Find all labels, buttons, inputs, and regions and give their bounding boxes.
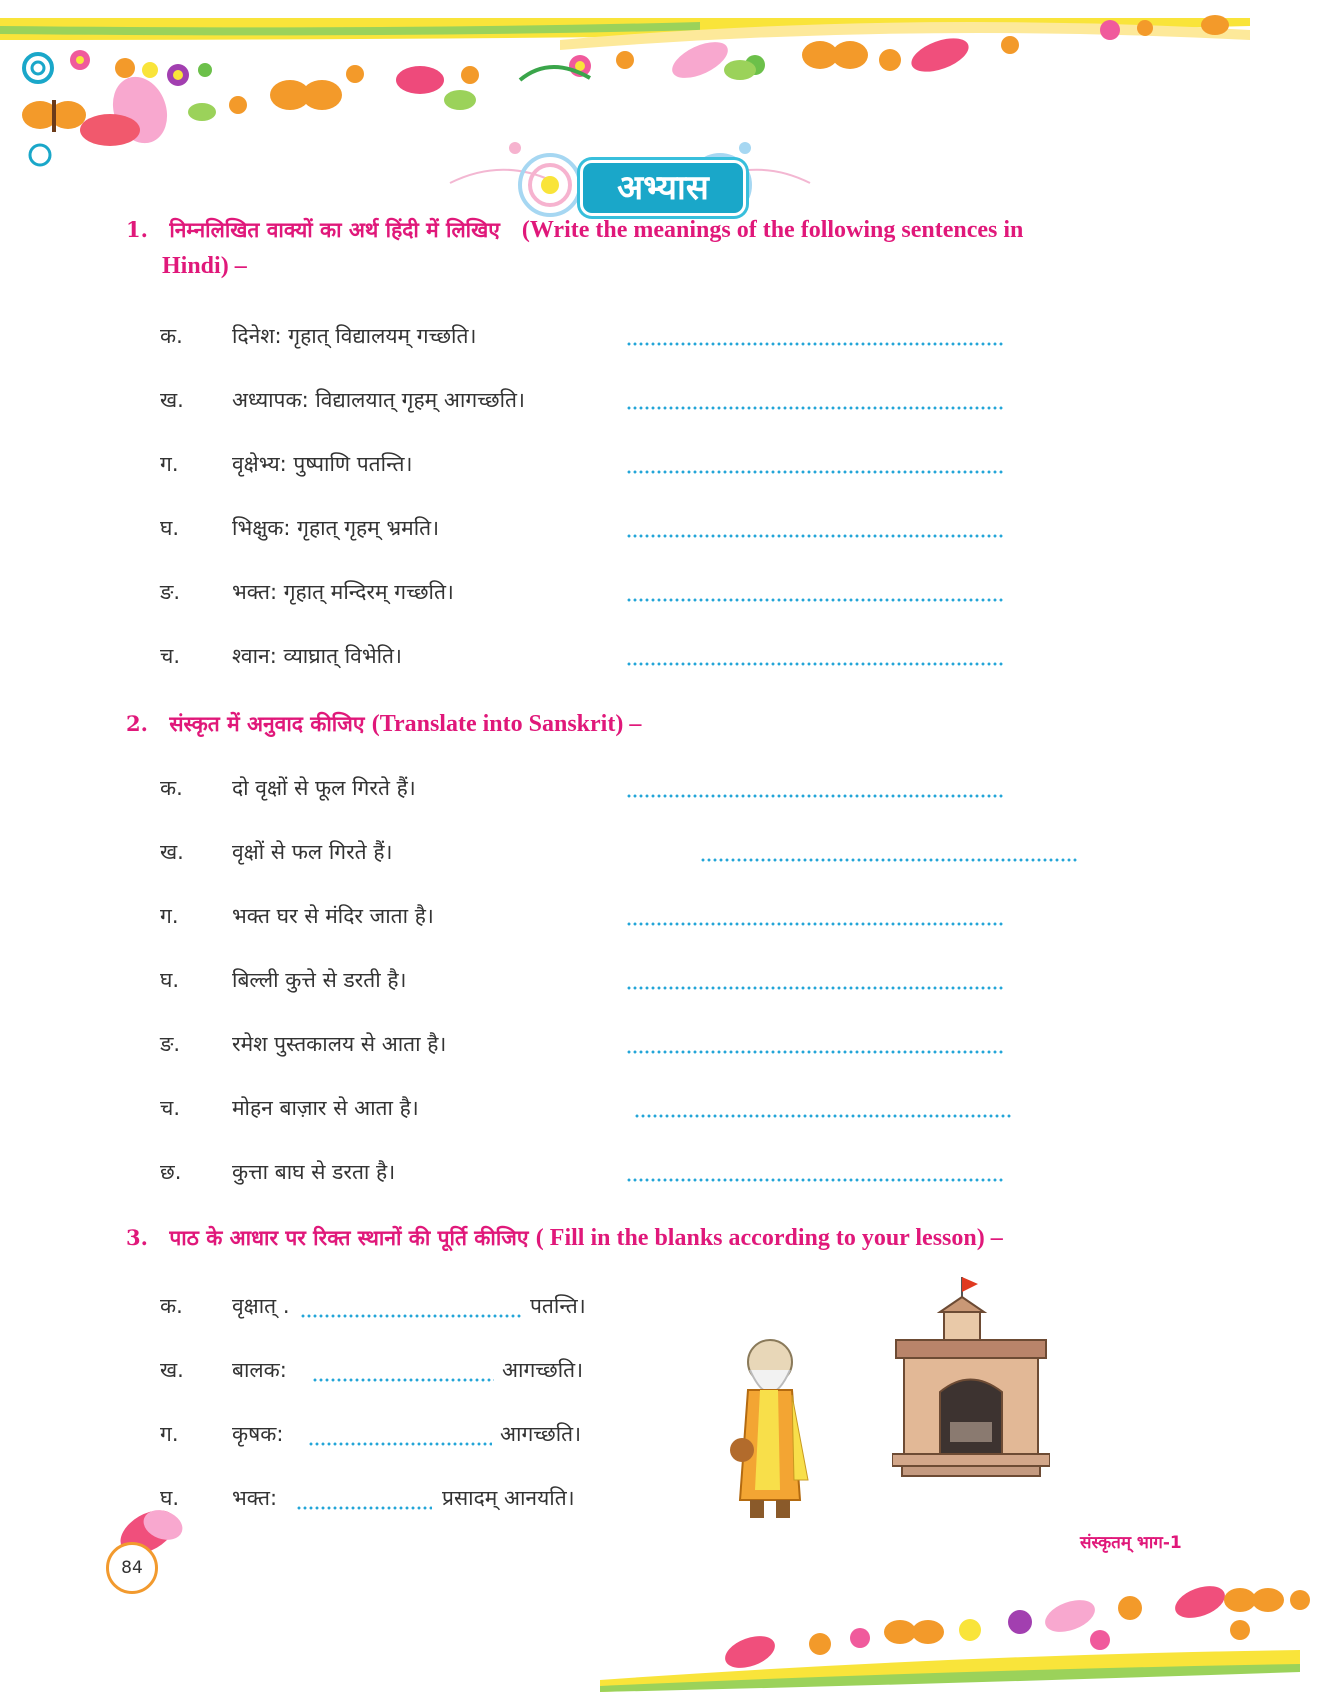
item-label: च. — [160, 644, 181, 668]
item-text: श्वान: व्याघ्रात् विभेति। — [232, 644, 402, 668]
answer-blank[interactable] — [626, 534, 1004, 538]
question-3-heading — [126, 1220, 1206, 1256]
item-label: घ. — [160, 516, 180, 540]
item-text-before: वृक्षात् . — [232, 1294, 290, 1318]
answer-blank[interactable] — [626, 406, 1004, 410]
item-text-before: बालक: — [232, 1358, 287, 1382]
item-text: दिनेश: गृहात् विद्यालयम् गच्छति। — [232, 324, 477, 348]
item-text-after: आगच्छति। — [500, 1422, 582, 1446]
question-2-hindi: संस्कृत में अनुवाद कीजिए — [169, 711, 365, 736]
answer-blank[interactable] — [626, 342, 1004, 346]
item-label: ङ. — [160, 580, 181, 604]
item-text: मोहन बाज़ार से आता है। — [232, 1096, 419, 1120]
answer-blank[interactable] — [626, 662, 1004, 666]
item-text-before: भक्त: — [232, 1486, 278, 1510]
question-3-hindi: पाठ के आधार पर रिक्त स्थानों की पूर्ति कीजिए — [169, 1225, 529, 1250]
item-label: ख. — [160, 840, 184, 864]
page-title: अभ्यास — [580, 160, 746, 216]
question-number: 2. — [126, 711, 148, 736]
book-title: संस्कृतम् भाग-1 — [1080, 1533, 1182, 1553]
item-label: ग. — [160, 1422, 179, 1446]
item-label: क. — [160, 324, 183, 348]
temple-illustration — [892, 1272, 1050, 1482]
item-text: भिक्षुक: गृहात् गृहम् भ्रमति। — [232, 516, 440, 540]
answer-blank[interactable] — [626, 922, 1004, 926]
item-label: ख. — [160, 1358, 184, 1382]
answer-blank[interactable] — [626, 794, 1004, 798]
item-label: क. — [160, 1294, 183, 1318]
item-text-before: कृषक: — [232, 1422, 284, 1446]
answer-blank[interactable] — [700, 858, 1078, 862]
item-label: घ. — [160, 1486, 180, 1510]
item-text: वृक्षों से फल गिरते हैं। — [232, 840, 393, 864]
item-label: छ. — [160, 1160, 182, 1184]
question-1-english: (Write the meanings of the following sentences in — [521, 217, 1024, 243]
answer-blank[interactable] — [626, 1178, 1004, 1182]
question-number: 3. — [126, 1225, 148, 1250]
item-text-after: पतन्ति। — [530, 1294, 586, 1318]
answer-blank[interactable] — [626, 986, 1004, 990]
page-number: 84 — [106, 1542, 158, 1594]
item-text-after: आगच्छति। — [502, 1358, 584, 1382]
answer-blank[interactable] — [312, 1378, 494, 1382]
item-label: घ. — [160, 968, 180, 992]
answer-blank[interactable] — [626, 1050, 1004, 1054]
item-label: ङ. — [160, 1032, 181, 1056]
question-2-heading — [126, 706, 1206, 742]
sage-illustration — [720, 1330, 820, 1530]
item-label: ग. — [160, 452, 179, 476]
decorative-footer-banner — [600, 1560, 1332, 1692]
item-label: ख. — [160, 388, 184, 412]
question-2-english: (Translate into Sanskrit) – — [371, 711, 642, 737]
answer-blank[interactable] — [308, 1442, 492, 1446]
answer-blank[interactable] — [634, 1114, 1012, 1118]
item-text: भक्त घर से मंदिर जाता है। — [232, 904, 434, 928]
question-1-english-cont: Hindi) – — [162, 253, 247, 279]
answer-blank[interactable] — [300, 1314, 522, 1318]
question-number: 1. — [126, 217, 148, 242]
answer-blank[interactable] — [626, 598, 1004, 602]
item-text: अध्यापक: विद्यालयात् गृहम् आगच्छति। — [232, 388, 525, 412]
item-label: क. — [160, 776, 183, 800]
item-text: दो वृक्षों से फूल गिरते हैं। — [232, 776, 416, 800]
question-3-english: ( Fill in the blanks according to your lesson) – — [535, 1225, 1003, 1251]
answer-blank[interactable] — [626, 470, 1004, 474]
item-text: कुत्ता बाघ से डरता है। — [232, 1160, 396, 1184]
item-label: च. — [160, 1096, 181, 1120]
question-1-heading — [126, 212, 1206, 284]
item-label: ग. — [160, 904, 179, 928]
item-text: बिल्ली कुत्ते से डरती है। — [232, 968, 407, 992]
item-text: भक्त: गृहात् मन्दिरम् गच्छति। — [232, 580, 454, 604]
item-text-after: प्रसादम् आनयति। — [442, 1486, 575, 1510]
item-text: रमेश पुस्तकालय से आता है। — [232, 1032, 447, 1056]
item-text: वृक्षेभ्य: पुष्पाणि पतन्ति। — [232, 452, 413, 476]
question-1-hindi: निम्नलिखित वाक्यों का अर्थ हिंदी में लिखिए — [169, 217, 500, 242]
answer-blank[interactable] — [296, 1506, 432, 1510]
